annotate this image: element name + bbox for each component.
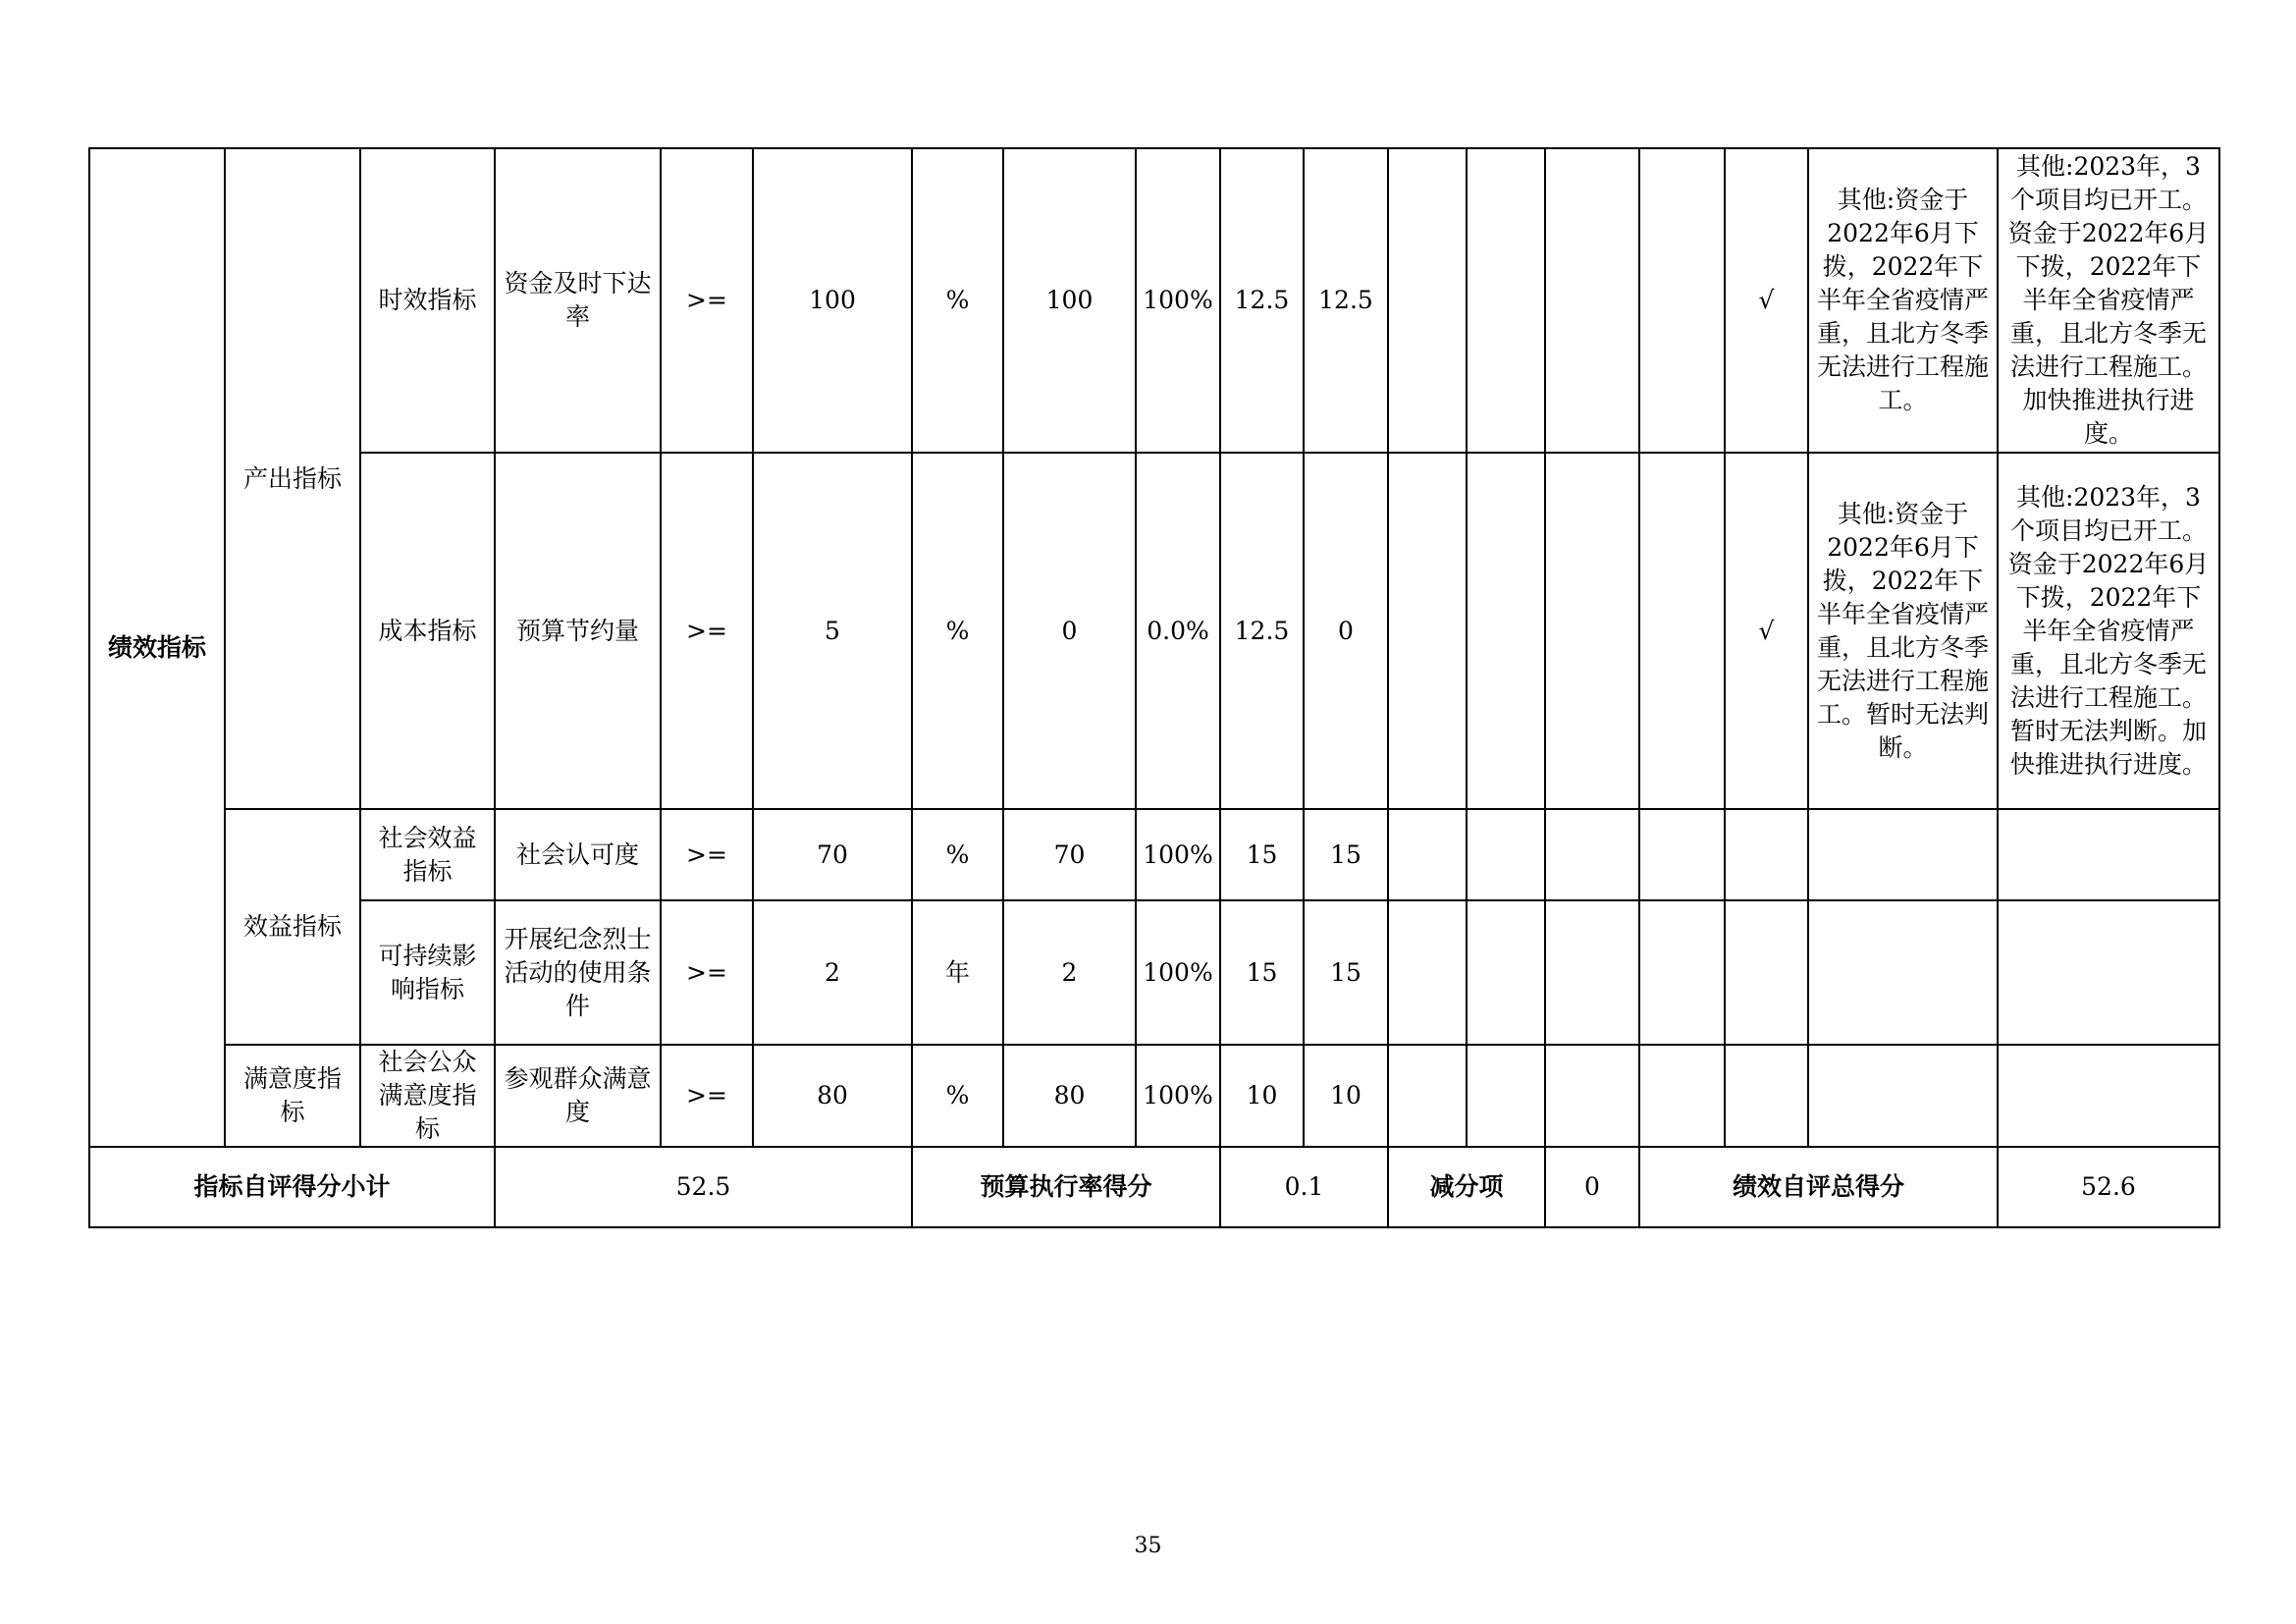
unit-cell: 年 xyxy=(912,900,1003,1045)
reason-cell xyxy=(1808,900,1998,1045)
indicator-cell: 预算节约量 xyxy=(495,453,661,809)
rate-cell: 100% xyxy=(1136,809,1220,900)
operator-cell: >= xyxy=(661,809,753,900)
check-mark-cell xyxy=(1725,1045,1808,1147)
actual-cell: 80 xyxy=(1003,1045,1136,1147)
sub-indicator-cell: 时效指标 xyxy=(360,148,495,453)
empty-cell xyxy=(1467,453,1545,809)
empty-cell xyxy=(1467,809,1545,900)
group-cell-output: 产出指标 xyxy=(225,148,360,809)
total-score-value: 52.6 xyxy=(1998,1147,2219,1227)
empty-cell xyxy=(1545,148,1639,453)
subtotal-value: 52.5 xyxy=(495,1147,912,1227)
reason-cell: 其他:资金于2022年6月下拨，2022年下半年全省疫情严重，且北方冬季无法进行工程施工。暂时无法判断。 xyxy=(1808,453,1998,809)
empty-cell xyxy=(1388,809,1467,900)
empty-cell xyxy=(1388,1045,1467,1147)
check-mark-cell: √ xyxy=(1725,148,1808,453)
weight-cell: 12.5 xyxy=(1220,148,1304,453)
weight-cell: 10 xyxy=(1220,1045,1304,1147)
table-row xyxy=(89,900,2219,1045)
actual-cell: 2 xyxy=(1003,900,1136,1045)
measure-cell: 其他:2023年，3个项目均已开工。资金于2022年6月下拨，2022年下半年全省疫情严重，且北方冬季无法进行工程施工。加快推进执行进度。 xyxy=(1998,148,2219,453)
empty-cell xyxy=(1388,148,1467,453)
budget-score-value: 0.1 xyxy=(1220,1147,1388,1227)
score-cell: 10 xyxy=(1304,1045,1388,1147)
total-score-label: 绩效自评总得分 xyxy=(1639,1147,1998,1227)
indicator-cell: 资金及时下达率 xyxy=(495,148,661,453)
unit-cell: % xyxy=(912,453,1003,809)
target-cell: 70 xyxy=(753,809,912,900)
actual-cell: 0 xyxy=(1003,453,1136,809)
score-cell: 15 xyxy=(1304,900,1388,1045)
empty-cell xyxy=(1545,1045,1639,1147)
indicator-cell: 参观群众满意度 xyxy=(495,1045,661,1147)
group-cell-benefit: 效益指标 xyxy=(225,809,360,1045)
empty-cell xyxy=(1467,900,1545,1045)
unit-cell: % xyxy=(912,148,1003,453)
score-cell: 0 xyxy=(1304,453,1388,809)
operator-cell: >= xyxy=(661,1045,753,1147)
target-cell: 2 xyxy=(753,900,912,1045)
rate-cell: 100% xyxy=(1136,1045,1220,1147)
group-cell-satisfaction: 满意度指标 xyxy=(225,1045,360,1147)
target-cell: 80 xyxy=(753,1045,912,1147)
measure-cell xyxy=(1998,809,2219,900)
empty-cell xyxy=(1545,900,1639,1045)
rate-cell: 100% xyxy=(1136,148,1220,453)
reason-cell xyxy=(1808,1045,1998,1147)
score-cell: 12.5 xyxy=(1304,148,1388,453)
reason-cell xyxy=(1808,809,1998,900)
table-row xyxy=(89,809,2219,900)
operator-cell: >= xyxy=(661,900,753,1045)
unit-cell: % xyxy=(912,809,1003,900)
empty-cell xyxy=(1639,900,1725,1045)
empty-cell xyxy=(1467,1045,1545,1147)
deduction-label: 减分项 xyxy=(1388,1147,1545,1227)
unit-cell: % xyxy=(912,1045,1003,1147)
score-cell: 15 xyxy=(1304,809,1388,900)
weight-cell: 15 xyxy=(1220,809,1304,900)
operator-cell: >= xyxy=(661,148,753,453)
target-cell: 5 xyxy=(753,453,912,809)
check-mark-cell xyxy=(1725,900,1808,1045)
empty-cell xyxy=(1467,148,1545,453)
table-row xyxy=(89,453,2219,809)
empty-cell xyxy=(1388,900,1467,1045)
budget-score-label: 预算执行率得分 xyxy=(912,1147,1220,1227)
empty-cell xyxy=(1545,453,1639,809)
sub-indicator-cell: 社会公众满意度指标 xyxy=(360,1045,495,1147)
measure-cell xyxy=(1998,1045,2219,1147)
sub-indicator-cell: 可持续影响指标 xyxy=(360,900,495,1045)
measure-cell xyxy=(1998,900,2219,1045)
rate-cell: 100% xyxy=(1136,900,1220,1045)
sub-indicator-cell: 成本指标 xyxy=(360,453,495,809)
table-row xyxy=(89,148,2219,453)
check-mark-cell xyxy=(1725,809,1808,900)
sub-indicator-cell: 社会效益指标 xyxy=(360,809,495,900)
empty-cell xyxy=(1639,809,1725,900)
actual-cell: 100 xyxy=(1003,148,1136,453)
reason-cell: 其他:资金于2022年6月下拨，2022年下半年全省疫情严重，且北方冬季无法进行工程施工。 xyxy=(1808,148,1998,453)
empty-cell xyxy=(1639,1045,1725,1147)
empty-cell xyxy=(1388,453,1467,809)
rate-cell: 0.0% xyxy=(1136,453,1220,809)
category-cell: 绩效指标 xyxy=(89,148,225,1147)
summary-row xyxy=(89,1147,2219,1227)
weight-cell: 12.5 xyxy=(1220,453,1304,809)
subtotal-label: 指标自评得分小计 xyxy=(89,1147,495,1227)
performance-table xyxy=(88,147,2220,1228)
actual-cell: 70 xyxy=(1003,809,1136,900)
indicator-cell: 开展纪念烈士活动的使用条件 xyxy=(495,900,661,1045)
empty-cell xyxy=(1545,809,1639,900)
empty-cell xyxy=(1639,148,1725,453)
target-cell: 100 xyxy=(753,148,912,453)
weight-cell: 15 xyxy=(1220,900,1304,1045)
deduction-value: 0 xyxy=(1545,1147,1639,1227)
table-row xyxy=(89,1045,2219,1147)
indicator-cell: 社会认可度 xyxy=(495,809,661,900)
page-number: 35 xyxy=(1134,1534,1162,1558)
check-mark-cell: √ xyxy=(1725,453,1808,809)
measure-cell: 其他:2023年，3个项目均已开工。资金于2022年6月下拨，2022年下半年全省疫情严重，且北方冬季无法进行工程施工。暂时无法判断。加快推进执行进度。 xyxy=(1998,453,2219,809)
operator-cell: >= xyxy=(661,453,753,809)
empty-cell xyxy=(1639,453,1725,809)
